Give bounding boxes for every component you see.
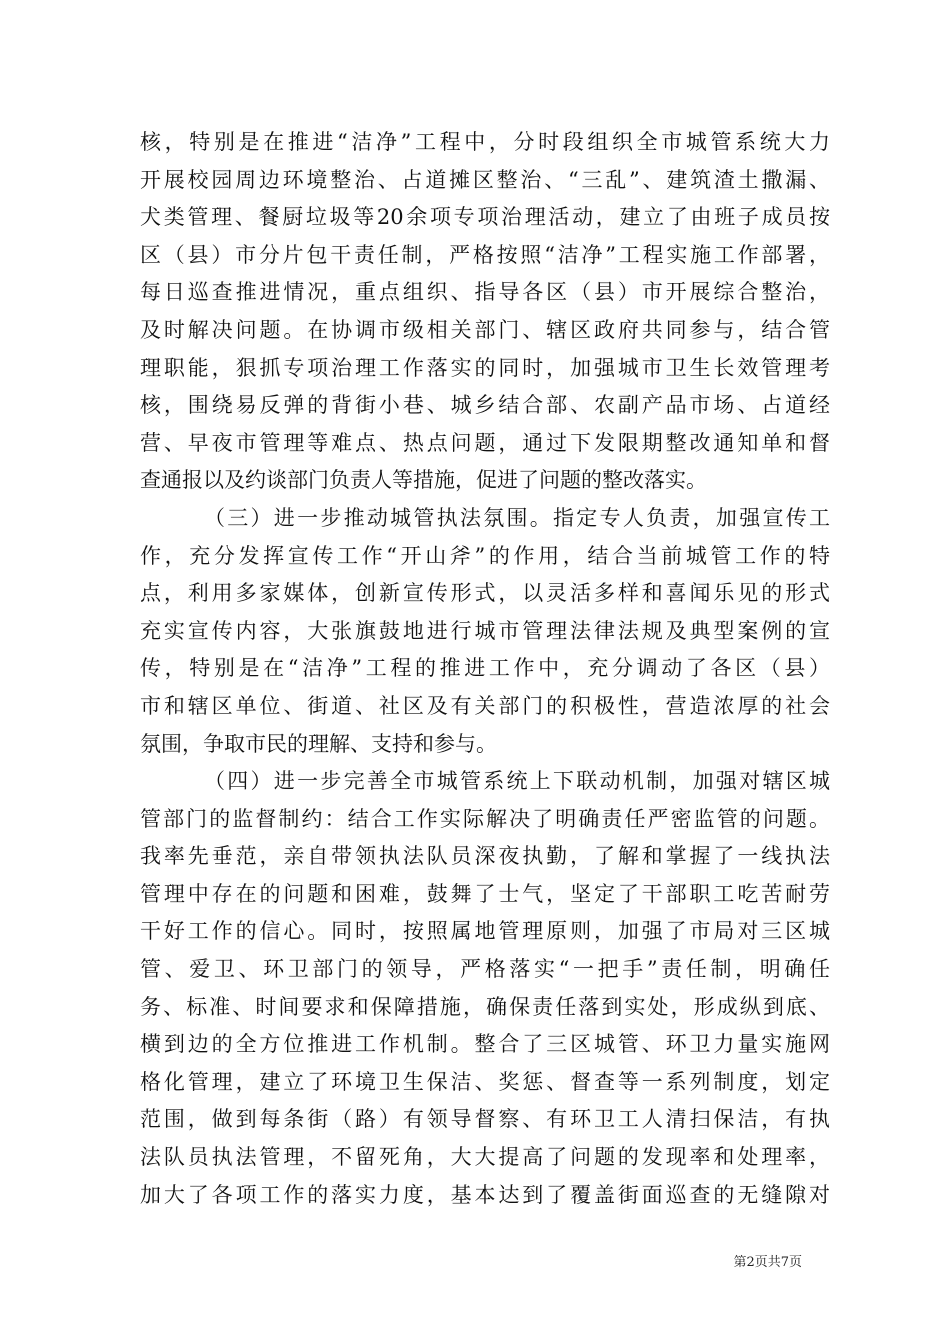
text-line: 犬类管理、餐厨垃圾等20余项专项治理活动，建立了由班子成员按 bbox=[140, 205, 830, 230]
text-line: 核，特别是在推进“洁净”工程中，分时段组织全市城管系统大力 bbox=[140, 130, 830, 154]
text-line: 区（县）市分片包干责任制，严格按照“洁净”工程实施工作部署， bbox=[140, 242, 830, 267]
text-line: 查通报以及约谈部门负责人等措施，促进了问题的整改落实。 bbox=[140, 468, 707, 493]
text-line: 范围，做到每条街（路）有领导督察、有环卫工人清扫保洁，有执 bbox=[140, 1107, 830, 1132]
text-line: 理职能，狠抓专项治理工作落实的同时，加强城市卫生长效管理考 bbox=[140, 355, 830, 380]
page-number: 第2页共7页 bbox=[733, 1255, 802, 1270]
text-line: 每日巡查推进情况，重点组织、指导各区（县）市开展综合整治， bbox=[140, 280, 830, 305]
text-line: 营、早夜市管理等难点、热点问题，通过下发限期整改通知单和督 bbox=[140, 430, 830, 455]
text-line: 管理中存在的问题和困难，鼓舞了士气，坚定了干部职工吃苦耐劳 bbox=[140, 881, 830, 906]
body-text bbox=[140, 124, 830, 1214]
text-line: 市和辖区单位、街道、社区及有关部门的积极性，营造浓厚的社会 bbox=[140, 693, 830, 718]
text-line: 法队员执法管理，不留死角，大大提高了问题的发现率和处理率， bbox=[140, 1145, 830, 1170]
text-line: 点，利用多家媒体，创新宣传形式，以灵活多样和喜闻乐见的形式 bbox=[140, 581, 830, 606]
text-line: 开展校园周边环境整治、占道摊区整治、“三乱”、建筑渣土撒漏、 bbox=[140, 167, 830, 192]
text-line: 管部门的监督制约：结合工作实际解决了明确责任严密监管的问题。 bbox=[140, 806, 830, 831]
text-line: 我率先垂范，亲自带领执法队员深夜执勤，了解和掌握了一线执法 bbox=[140, 844, 830, 869]
text-line: 充实宣传内容，大张旗鼓地进行城市管理法律法规及典型案例的宣 bbox=[140, 618, 830, 643]
text-line: （三）进一步推动城管执法氛围。指定专人负责，加强宣传工 bbox=[204, 505, 830, 530]
text-line: 作，充分发挥宣传工作“开山斧”的作用，结合当前城管工作的特 bbox=[140, 543, 830, 568]
text-line: 氛围，争取市民的理解、支持和参与。 bbox=[140, 731, 497, 756]
text-line: 管、爱卫、环卫部门的领导，严格落实“一把手”责任制，明确任 bbox=[140, 957, 830, 982]
text-line: 传，特别是在“洁净”工程的推进工作中，充分调动了各区（县） bbox=[140, 656, 830, 681]
text-line: 干好工作的信心。同时，按照属地管理原则，加强了市局对三区城 bbox=[140, 919, 830, 944]
text-line: 及时解决问题。在协调市级相关部门、辖区政府共同参与，结合管 bbox=[140, 317, 830, 342]
text-line: 横到边的全方位推进工作机制。整合了三区城管、环卫力量实施网 bbox=[140, 1032, 830, 1057]
text-line: （四）进一步完善全市城管系统上下联动机制，加强对辖区城 bbox=[204, 769, 830, 794]
text-line: 格化管理，建立了环境卫生保洁、奖惩、督查等一系列制度，划定 bbox=[140, 1069, 830, 1094]
text-line: 务、标准、时间要求和保障措施，确保责任落到实处，形成纵到底、 bbox=[140, 994, 830, 1019]
text-line: 加大了各项工作的落实力度，基本达到了覆盖街面巡查的无缝隙对 bbox=[140, 1182, 830, 1207]
text-line: 核，围绕易反弹的背街小巷、城乡结合部、农副产品市场、占道经 bbox=[140, 393, 830, 418]
